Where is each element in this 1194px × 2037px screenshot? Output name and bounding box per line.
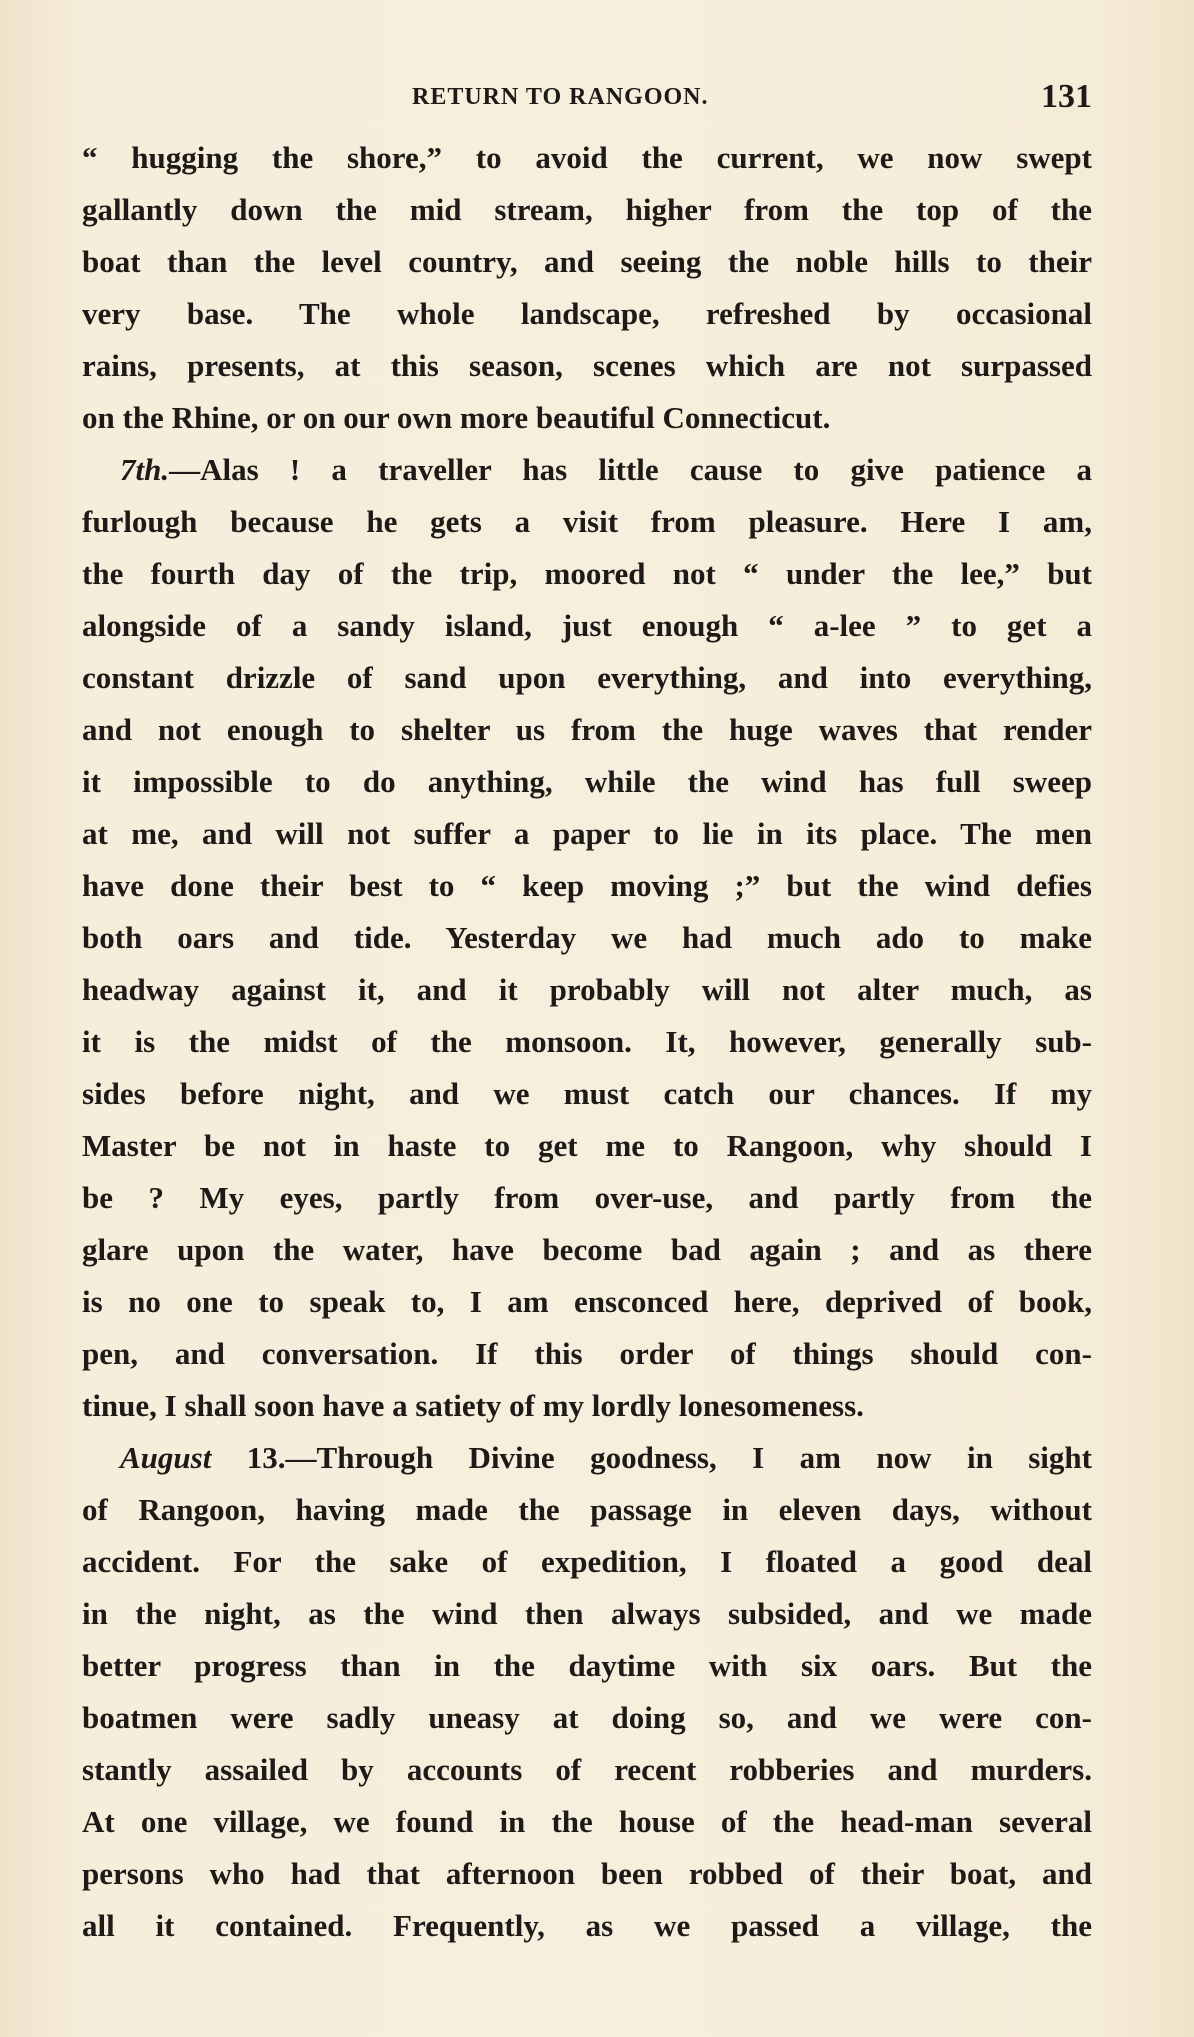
text-line: At one village, we found in the house of the head-man several <box>82 1804 1092 1839</box>
text-line: accident. For the sake of expedition, I floated a good deal <box>82 1544 1092 1579</box>
text-line: both oars and tide. Yesterday we had much ado to make <box>82 920 1092 955</box>
text-line: very base. The whole landscape, refreshed by occasional <box>82 296 1092 331</box>
text-line: “ hugging the shore,” to avoid the current, we now swept <box>82 140 1092 175</box>
text-line: stantly assailed by accounts of recent robberies and murders. <box>82 1752 1092 1787</box>
text-line: on the Rhine, or on our own more beautiful Connecticut. <box>82 400 831 435</box>
text-line: sides before night, and we must catch our chances. If my <box>82 1076 1092 1111</box>
text-line: better progress than in the daytime with six oars. But the <box>82 1648 1092 1683</box>
text-line: glare upon the water, have become bad again ; and as there <box>82 1232 1092 1267</box>
paragraph-first-line <box>82 1432 1092 1484</box>
text-line: pen, and conversation. If this order of things should con- <box>82 1336 1092 1371</box>
text-line: tinue, I shall soon have a satiety of my lordly lonesomeness. <box>82 1388 864 1423</box>
paragraph-first-line <box>82 444 1092 496</box>
date-lead: 7th. <box>120 452 170 487</box>
text-line: it is the midst of the monsoon. It, however, generally sub- <box>82 1024 1092 1059</box>
running-title: RETURN TO RANGOON. <box>412 84 709 110</box>
running-head <box>82 78 1092 118</box>
page-number: 131 <box>1041 78 1092 115</box>
text-line-content: —Alas ! a traveller has little cause to give patience a <box>169 452 1092 487</box>
text-line: constant drizzle of sand upon everything, and into everything, <box>82 660 1092 695</box>
text-line: is no one to speak to, I am ensconced here, deprived of book, <box>82 1284 1092 1319</box>
text-line: furlough because he gets a visit from pleasure. Here I am, <box>82 504 1092 539</box>
text-line: boat than the level country, and seeing the noble hills to their <box>82 244 1092 279</box>
text-line: headway against it, and it probably will not alter much, as <box>82 972 1092 1007</box>
text-line: alongside of a sandy island, just enough “ a-lee ” to get a <box>82 608 1092 643</box>
text-line: have done their best to “ keep moving ;” but the wind defies <box>82 868 1092 903</box>
text-line: boatmen were sadly uneasy at doing so, and we were con- <box>82 1700 1092 1735</box>
text-line: gallantly down the mid stream, higher from the top of the <box>82 192 1092 227</box>
text-line: be ? My eyes, partly from over-use, and partly from the <box>82 1180 1092 1215</box>
text-line: rains, presents, at this season, scenes which are not surpassed <box>82 348 1092 383</box>
text-line: it impossible to do anything, while the wind has full sweep <box>82 764 1092 799</box>
text-line: Master be not in haste to get me to Rangoon, why should I <box>82 1128 1092 1163</box>
text-line: all it contained. Frequently, as we passed a village, the <box>82 1908 1092 1943</box>
body-text <box>82 132 1092 1952</box>
text-line-content: 13.—Through Divine goodness, I am now in sight <box>211 1440 1092 1475</box>
text-line: at me, and will not suffer a paper to lie in its place. The men <box>82 816 1092 851</box>
text-line: persons who had that afternoon been robbed of their boat, and <box>82 1856 1092 1891</box>
date-lead: August <box>120 1440 212 1475</box>
text-line: and not enough to shelter us from the huge waves that render <box>82 712 1092 747</box>
text-line: of Rangoon, having made the passage in eleven days, without <box>82 1492 1092 1527</box>
text-line: in the night, as the wind then always subsided, and we made <box>82 1596 1092 1631</box>
text-line: the fourth day of the trip, moored not “ under the lee,” but <box>82 556 1092 591</box>
